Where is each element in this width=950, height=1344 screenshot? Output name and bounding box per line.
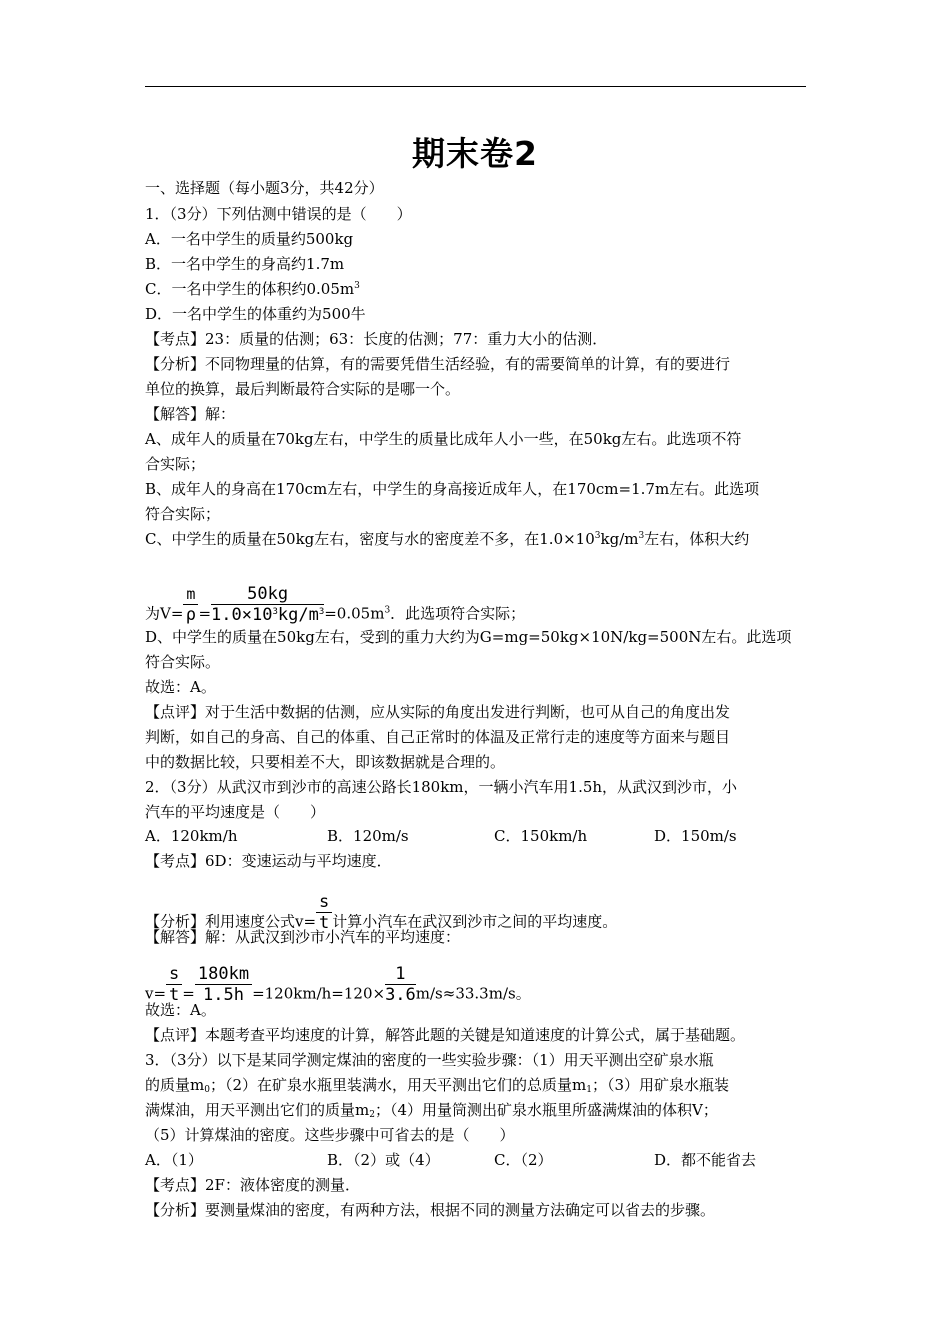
q3-line-2: 的质量$m_0$；（2）在矿泉水瓶里装满水，用天平测出它们的总质量$m_1$；（3）用矿泉水瓶装	[145, 1076, 730, 1095]
q1-answer-c-1: C、中学生的质量在50kg左右，密度与水的密度差不多，在$1.0\times 10^3kg/m^3$左右，体积大约	[145, 530, 750, 548]
q1-answer-a-1: A、成年人的质量在70kg左右，中学生的质量比成年人小一些，在50kg左右。此选项不符	[145, 430, 742, 448]
q1-fenxi-1: 【分析】不同物理量的估算，有的需要凭借生活经验，有的需要简单的计算，有的要进行	[145, 355, 731, 373]
q1-answer-a-2: 合实际；	[145, 455, 206, 473]
fraction-50kg-over-density: $\frac{50kg}{1.0\times 10^3kg/m^3}$	[211, 584, 325, 625]
q2-stem-1: 2．（3分）从武汉市到沙市的高速公路长180km，一辆小汽车用1.5h，从武汉到沙市，小	[145, 778, 738, 796]
q2-option-b: B．120m/s	[327, 827, 409, 845]
q2-option-d: D．150m/s	[654, 827, 737, 845]
q1-option-d: D．一名中学生的体重约为500牛	[145, 305, 366, 323]
q1-stem: 1．（3分）下列估测中错误的是（ ）	[145, 205, 412, 223]
q1-option-c: C．一名中学生的体积约$0.05m^3$	[145, 280, 360, 298]
q1-answer-d-2: 符合实际。	[145, 653, 221, 671]
q1-kaodian: 【考点】23：质量的估测；63：长度的估测；77：重力大小的估测．	[145, 330, 608, 348]
fraction-m-over-rho: $\frac{m}{\rho}$	[183, 584, 198, 625]
fraction-1-over-3-6: $\frac{1}{3.6}$	[385, 964, 416, 1005]
q2-kaodian: 【考点】6D：变速运动与平均速度．	[145, 852, 392, 870]
q1-answer-d-1: D、中学生的质量在50kg左右，受到的重力大约为G=mg=50kg×10N/kg=500N左右。此选项	[145, 628, 792, 646]
q2-fenxi: 【分析】利用速度公式v= $\frac{s}{t}$ 计算小汽车在武汉到沙市之间的平均速度。	[145, 892, 618, 933]
q1-answer-b-1: B、成年人的身高在170cm左右，中学生的身高接近成年人，在170cm=1.7m左右。此选项	[145, 480, 760, 498]
q3-option-a: A．（1）	[145, 1151, 203, 1169]
section-heading: 一、选择题（每小题3分，共42分）	[145, 179, 384, 197]
q2-option-c: C．150km/h	[494, 827, 588, 845]
header-rule	[145, 86, 806, 87]
q2-option-a: A．120km/h	[145, 827, 238, 845]
fraction-s-over-t: $\frac{s}{t}$	[316, 892, 332, 933]
q2-jieda: 【解答】解：从武汉到沙市小汽车的平均速度：	[145, 928, 461, 946]
q3-line-1: 3．（3分）以下是某同学测定煤油的密度的一些实验步骤：（1）用天平测出空矿泉水瓶	[145, 1051, 714, 1069]
q3-option-b: B．（2）或（4）	[327, 1151, 440, 1169]
q2-dianping: 【点评】本题考查平均速度的计算，解答此题的关键是知道速度的计算公式，属于基础题。	[145, 1026, 746, 1044]
q2-guxuan: 故选：A。	[145, 1001, 216, 1019]
q1-guxuan: 故选：A。	[145, 678, 216, 696]
q1-jieda: 【解答】解：	[145, 405, 236, 423]
q2-stem-2: 汽车的平均速度是（ ）	[145, 803, 326, 821]
q1-dianping-3: 中的数据比较，只要相差不大，即该数据就是合理的。	[145, 753, 506, 771]
q3-option-d: D．都不能省去	[654, 1151, 757, 1169]
q1-dianping-2: 判断，如自己的身高、自己的体重、自己正常时的体温及正常行走的速度等方面来与题目	[145, 728, 731, 746]
q3-kaodian: 【考点】2F：液体密度的测量．	[145, 1176, 360, 1194]
q2-speed-equation: v= $\frac{s}{t}$ = $\frac{180km}{1.5h}$ =120km/h=120× $\frac{1}{3.6}$ m/s≈33.3m/s。	[145, 964, 531, 1005]
page-title: 期末卷2	[412, 134, 538, 173]
q1-dianping-1: 【点评】对于生活中数据的估测，应从实际的角度出发进行判断，也可从自己的角度出发	[145, 703, 731, 721]
q1-volume-equation: 为V= $\frac{m}{\rho}$ = $\frac{50kg}{1.0\times 10^3kg/m^3}$ $=0.05m^3$．此选项符合实际；	[145, 584, 526, 625]
q3-line-4: （5）计算煤油的密度。这些步骤中可省去的是（ ）	[145, 1126, 515, 1144]
fraction-s-over-t-2: $\frac{s}{t}$	[166, 964, 182, 1005]
q1-option-b: B．一名中学生的身高约1.7m	[145, 255, 345, 273]
fraction-180km-over-1-5h: $\frac{180km}{1.5h}$	[195, 964, 252, 1005]
q3-line-3: 满煤油，用天平测出它们的质量$m_2$；（4）用量筒测出矿泉水瓶里所盛满煤油的体积V；	[145, 1101, 718, 1120]
q3-option-c: C．（2）	[494, 1151, 553, 1169]
q1-option-a: A．一名中学生的质量约500kg	[145, 230, 354, 248]
q1-answer-b-2: 符合实际；	[145, 505, 221, 523]
q1-fenxi-2: 单位的换算，最后判断最符合实际的是哪一个。	[145, 380, 461, 398]
q2-options	[145, 826, 806, 846]
q3-fenxi: 【分析】要测量煤油的密度，有两种方法，根据不同的测量方法确定可以省去的步骤。	[145, 1201, 716, 1219]
q3-options	[145, 1150, 806, 1170]
